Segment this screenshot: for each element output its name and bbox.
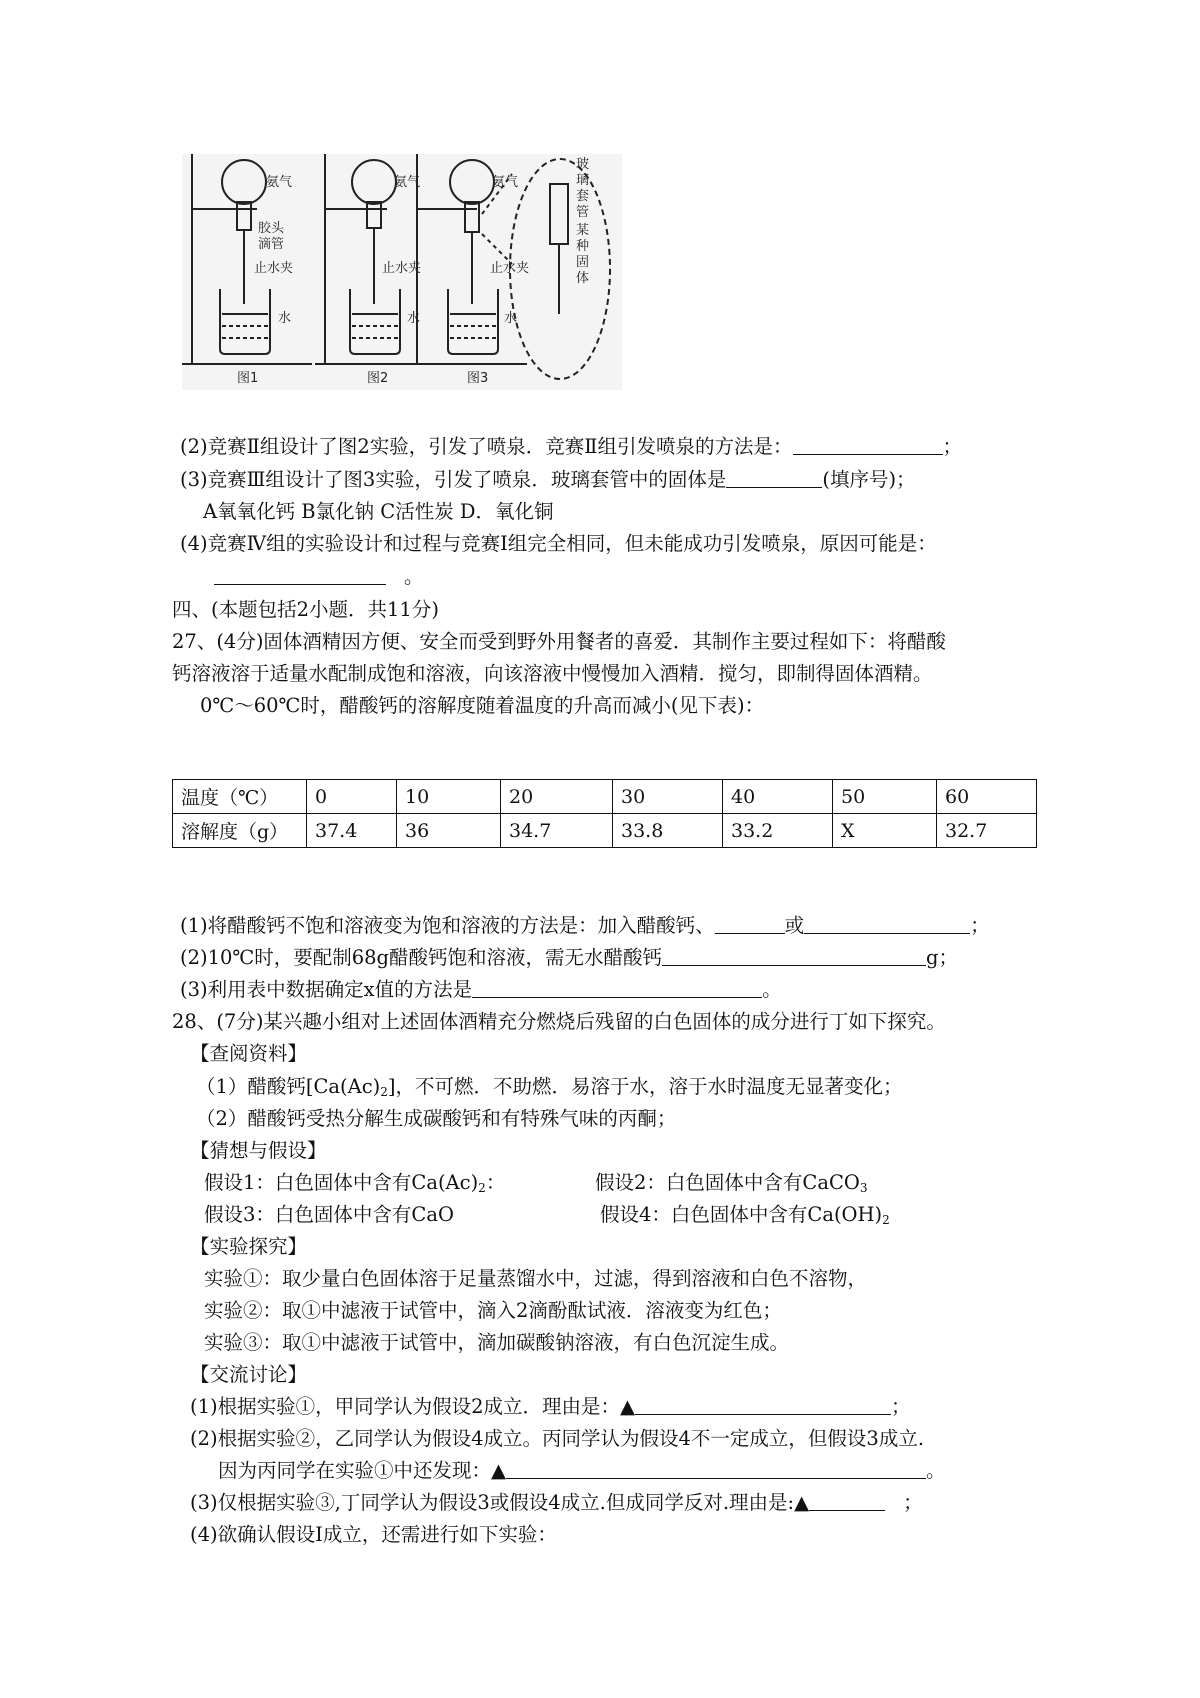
lookup-item-2: （2）醋酸钙受热分解生成碳酸钙和有特殊气味的丙酮；: [196, 1107, 677, 1130]
table-cell: X: [833, 814, 937, 848]
experiment-1: 实验①：取少量白色固体溶于足量蒸馏水中，过滤，得到溶液和白色不溶物，: [204, 1267, 868, 1290]
caption-figure-2: 图2: [367, 371, 389, 386]
fountain-apparatus-illustration: [182, 154, 622, 390]
discussion-2: (2)根据实验②，乙同学认为假设4成立。丙同学认为假设4不一定成立，但假设3成立.: [190, 1427, 925, 1450]
label-water-2: 水: [407, 311, 421, 326]
q26-part4: (4)竞赛Ⅳ组的实验设计和过程与竞赛Ⅰ组完全相同，但未能成功引发喷泉，原因可能是：: [180, 532, 937, 555]
label-clamp-3: 止水夹: [490, 261, 530, 276]
answer-blank[interactable]: [635, 1394, 891, 1415]
q26-options: A氧氧化钙 B氯化钠 C活性炭 D．氧化铜: [203, 500, 554, 523]
label-clamp-2: 止水夹: [382, 261, 422, 276]
section-heading: 四、(本题包括2小题．共11分): [172, 598, 439, 621]
table-cell: 33.8: [613, 814, 723, 848]
table-cell: 37.4: [307, 814, 397, 848]
discussion-3: (3)仅根据实验③,丁同学认为假设3或假设4成立.但成同学反对.理由是:▲ ；: [190, 1491, 923, 1514]
table-row: [173, 814, 1037, 848]
answer-blank[interactable]: [506, 1458, 926, 1479]
label-clamp-1: 止水夹: [254, 261, 294, 276]
answer-blank[interactable]: [715, 913, 785, 934]
answer-blank[interactable]: [214, 564, 386, 585]
experiment-2: 实验②：取①中滤液于试管中，滴入2滴酚酞试液．溶液变为红色；: [204, 1299, 782, 1322]
table-cell: 10: [397, 780, 501, 814]
table-row: [173, 780, 1037, 814]
q27-part2: (2)10℃时，要配制68g醋酸钙饱和溶液，需无水醋酸钙 g；: [180, 946, 959, 969]
q28-intro: 28、(7分)某兴趣小组对上述固体酒精充分燃烧后残留的白色固体的成分进行丁如下探究。: [172, 1010, 946, 1033]
table-cell: 温度（℃）: [173, 780, 307, 814]
label-dropper-2: 滴管: [258, 237, 285, 252]
lookup-item-1: （1）醋酸钙$[Ca(Ac)_2]$，不可燃．不助燃．易溶于水，溶于水时温度无显著变化；: [196, 1075, 903, 1099]
q26-part2: (2)竞赛Ⅱ组设计了图2实验，引发了喷泉．竞赛Ⅱ组引发喷泉的方法是： ；: [180, 435, 963, 458]
table-cell: 34.7: [501, 814, 613, 848]
heading-lookup: 【查阅资料】: [190, 1042, 308, 1065]
label-solid-3: 固: [576, 255, 590, 270]
discussion-1: (1)根据实验①，甲同学认为假设2成立．理由是：▲ ；: [190, 1395, 911, 1418]
solubility-table: [172, 779, 1037, 848]
q26-part3: (3)竞赛Ⅲ组设计了图3实验，引发了喷泉．玻璃套管中的固体是 (填序号)；: [180, 468, 916, 491]
q27-intro-line2: 钙溶液溶于适量水配制成饱和溶液，向该溶液中慢慢加入酒精．搅匀，即制得固体酒精。: [172, 662, 933, 685]
q27-intro-line3: 0℃～60℃时，醋酸钙的溶解度随着温度的升高而减小(见下表)：: [200, 694, 765, 717]
answer-blank[interactable]: [793, 434, 943, 455]
answer-blank[interactable]: [726, 467, 822, 488]
caption-figure-1: 图1: [237, 371, 259, 386]
table-cell: 20: [501, 780, 613, 814]
label-ammonia-3: 氨气: [492, 175, 519, 190]
table-cell: 36: [397, 814, 501, 848]
table-cell: 30: [613, 780, 723, 814]
q27-part1: (1)将醋酸钙不饱和溶液变为饱和溶液的方法是：加入醋酸钙、 或 ；: [180, 914, 990, 937]
answer-blank[interactable]: [662, 945, 926, 966]
heading-guess: 【猜想与假设】: [190, 1139, 327, 1162]
answer-blank[interactable]: [472, 977, 762, 998]
table-cell: 32.7: [937, 814, 1037, 848]
hypothesis-4: 假设4：白色固体中含有$Ca(OH)_2$: [600, 1203, 890, 1227]
q27-part3: (3)利用表中数据确定x值的方法是 。: [180, 978, 782, 1001]
table-cell: 溶解度（g）: [173, 814, 307, 848]
table-cell: 33.2: [723, 814, 833, 848]
heading-experiment: 【实验探究】: [190, 1235, 308, 1258]
label-water-1: 水: [278, 311, 292, 326]
label-solid-1: 某: [576, 223, 590, 238]
discussion-2-continued: 因为丙同学在实验①中还发现：▲ 。: [218, 1459, 946, 1482]
hypothesis-3: 假设3：白色固体中含有CaO: [204, 1203, 454, 1226]
table-cell: 0: [307, 780, 397, 814]
label-sleeve-4: 管: [576, 205, 590, 220]
label-ammonia-2: 氨气: [394, 175, 421, 190]
table-cell: 40: [723, 780, 833, 814]
label-water-3: 水: [504, 311, 518, 326]
table-cell: 60: [937, 780, 1037, 814]
label-solid-4: 体: [576, 271, 590, 286]
label-dropper-1: 胶头: [258, 221, 285, 236]
q26-part4-answer: 。: [214, 563, 424, 591]
caption-figure-3: 图3: [467, 371, 489, 386]
apparatus-figure: [182, 154, 622, 390]
hypothesis-2: 假设2：白色固体中含有CaCO$_3$: [595, 1171, 868, 1195]
label-sleeve-1: 玻: [576, 157, 590, 172]
experiment-3: 实验③：取①中滤液于试管中，滴加碳酸钠溶液，有白色沉淀生成。: [204, 1331, 790, 1354]
q27-intro-line1: 27、(4分)固体酒精因方便、安全而受到野外用餐者的喜爱．其制作主要过程如下：将醋酸: [172, 630, 946, 653]
hypothesis-1: 假设1：白色固体中含有$Ca(Ac)_2$：: [204, 1171, 506, 1195]
answer-blank[interactable]: [804, 913, 970, 934]
discussion-4: (4)欲确认假设I成立，还需进行如下实验：: [190, 1523, 557, 1546]
heading-discussion: 【交流讨论】: [190, 1363, 308, 1386]
table-cell: 50: [833, 780, 937, 814]
label-sleeve-3: 套: [576, 189, 590, 204]
label-solid-2: 种: [576, 239, 590, 254]
answer-blank[interactable]: [809, 1490, 885, 1511]
label-ammonia-1: 氨气: [266, 175, 293, 190]
label-sleeve-2: 璃: [576, 173, 590, 188]
